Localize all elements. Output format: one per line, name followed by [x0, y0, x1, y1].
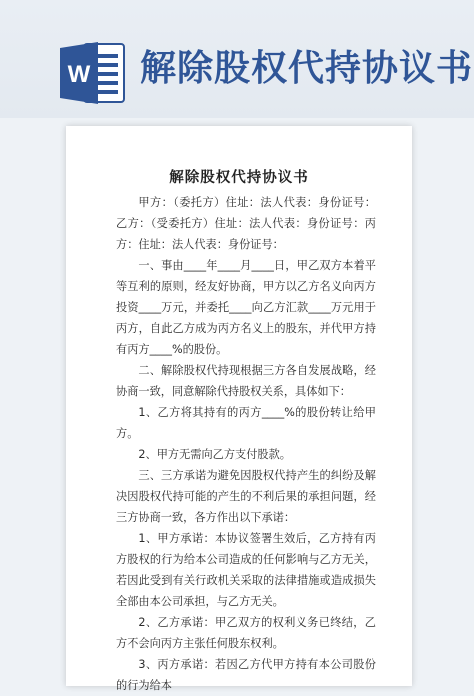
clause-3-3: 3、丙方承诺：若因乙方代甲方持有本公司股份的行为给本: [116, 658, 376, 692]
svg-text:W: W: [67, 61, 91, 88]
paragraph-reason: 一、事由____年____月____日，甲乙双方本着平等互利的原则，经友好协商，甲方以乙方名义向丙方投资____万元，并委托____向乙方汇款____万元用于丙方，自此乙方成为丙方名义上的股东，并代甲方持有丙方____%的股份。: [116, 259, 376, 356]
clause-3-1: 1、甲方承诺：本协议签署生效后，乙方持有丙方股权的行为给本公司造成的任何影响与乙方无关，若因此受到有关行政机关采取的法律措施或造成损失全部由本公司承担，与乙方无关。: [116, 532, 376, 608]
document-page: [66, 126, 412, 692]
paragraph-termination: 二、解除股权代持现根据三方各自发展战略，经协商一致，同意解除代持股权关系，具体如下：: [116, 364, 376, 398]
banner-title: 解除股权代持协议书: [140, 48, 474, 89]
clause-2-2: 2、甲方无需向乙方支付股款。: [138, 448, 291, 461]
parties-paragraph: 甲方：（委托方）住址：法人代表：身份证号：乙方：（受委托方）住址：法人代表：身份证号：丙方：住址：法人代表：身份证号：: [116, 196, 376, 251]
paragraph-commitments: 三、三方承诺为避免因股权代持产生的纠纷及解决因股权代持可能的产生的不利后果的承担问题，经三方协商一致，各方作出以下承诺：: [116, 469, 376, 524]
clause-2-1: 1、乙方将其持有的丙方____%的股份转让给甲方。: [116, 406, 376, 440]
document-body: [116, 192, 376, 696]
header-banner: [0, 0, 474, 118]
document-title: 解除股权代持协议书: [169, 170, 309, 186]
word-document-icon: [58, 40, 126, 106]
clause-3-2: 2、乙方承诺：甲乙双方的权利义务已终结，乙方不会向丙方主张任何股东权利。: [116, 616, 376, 650]
